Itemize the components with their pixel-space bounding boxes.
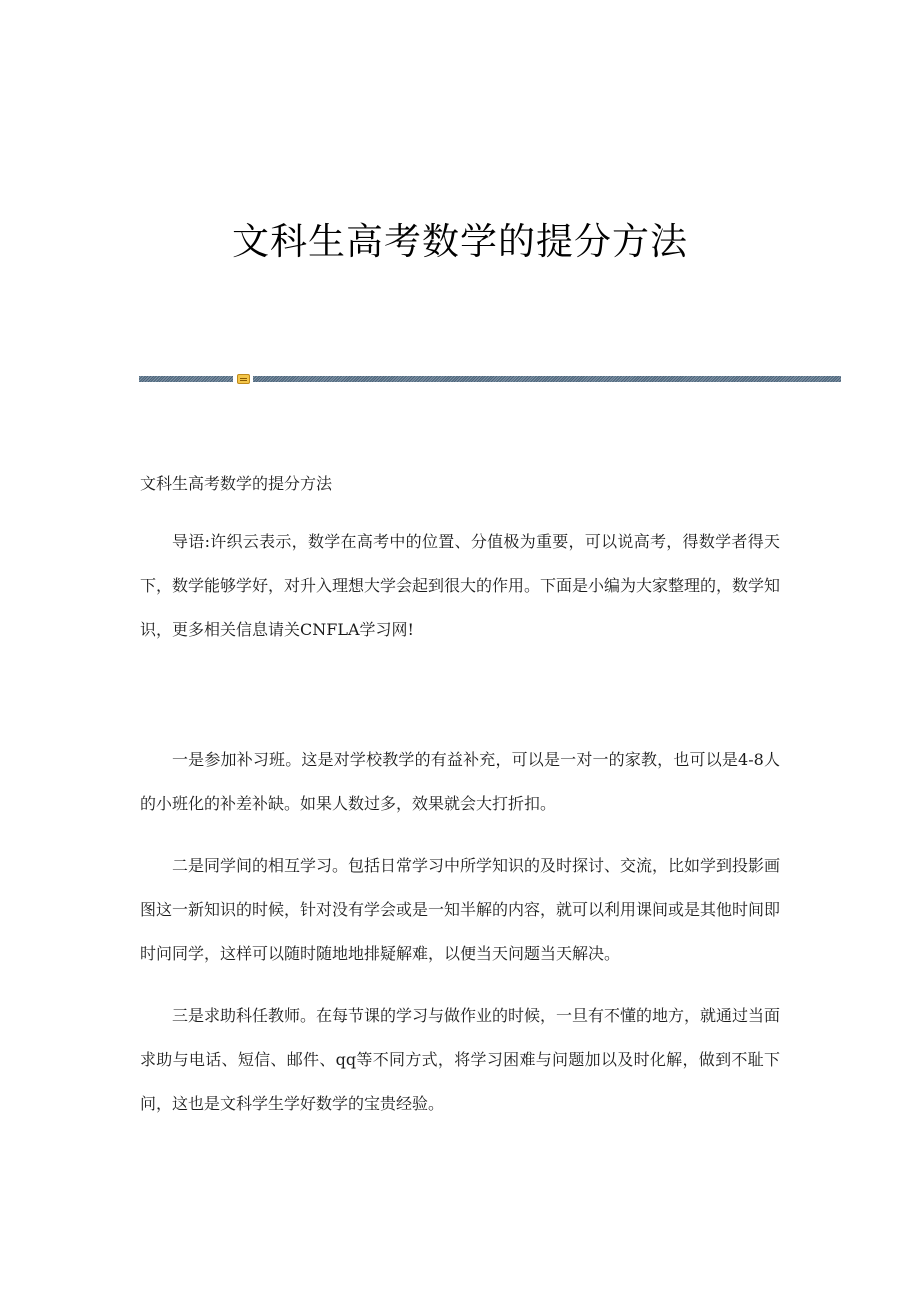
document-title: 文科生高考数学的提分方法 (232, 220, 688, 263)
document-ornament-icon (237, 374, 250, 384)
paragraph-method-three: 三是求助科任教师。在每节课的学习与做作业的时候，一旦有不懂的地方，就通过当面求助与电话、短信、邮件、qq等不同方式，将学习困难与问题加以及时化解，做到不耻下问，这也是文科学生学好数学的宝贵经验。 (140, 1006, 781, 1113)
document-body (140, 466, 780, 1126)
paragraph-method-two: 二是同学间的相互学习。包括日常学习中所学知识的及时探讨、交流，比如学到投影画图这一新知识的时候，针对没有学会或是一知半解的内容，就可以利用课间或是其他时间即时问同学，这样可以随时随地地排疑解难，以便当天问题当天解决。 (140, 856, 781, 963)
paragraph-intro: 导语:许织云表示，数学在高考中的位置、分值极为重要，可以说高考，得数学者得天下，数学能够学好，对升入理想大学会起到很大的作用。下面是小编为大家整理的，数学知识，更多相关信息请关CNFLA学习网! (140, 532, 781, 639)
divider-bar-right (253, 376, 841, 382)
paragraph-method-one: 一是参加补习班。这是对学校教学的有益补充，可以是一对一的家教，也可以是4-8人的小班化的补差补缺。如果人数过多，效果就会大打折扣。 (140, 750, 780, 813)
divider-bar-left (139, 376, 233, 382)
body-subtitle: 文科生高考数学的提分方法 (140, 474, 333, 493)
title-divider (139, 374, 841, 384)
